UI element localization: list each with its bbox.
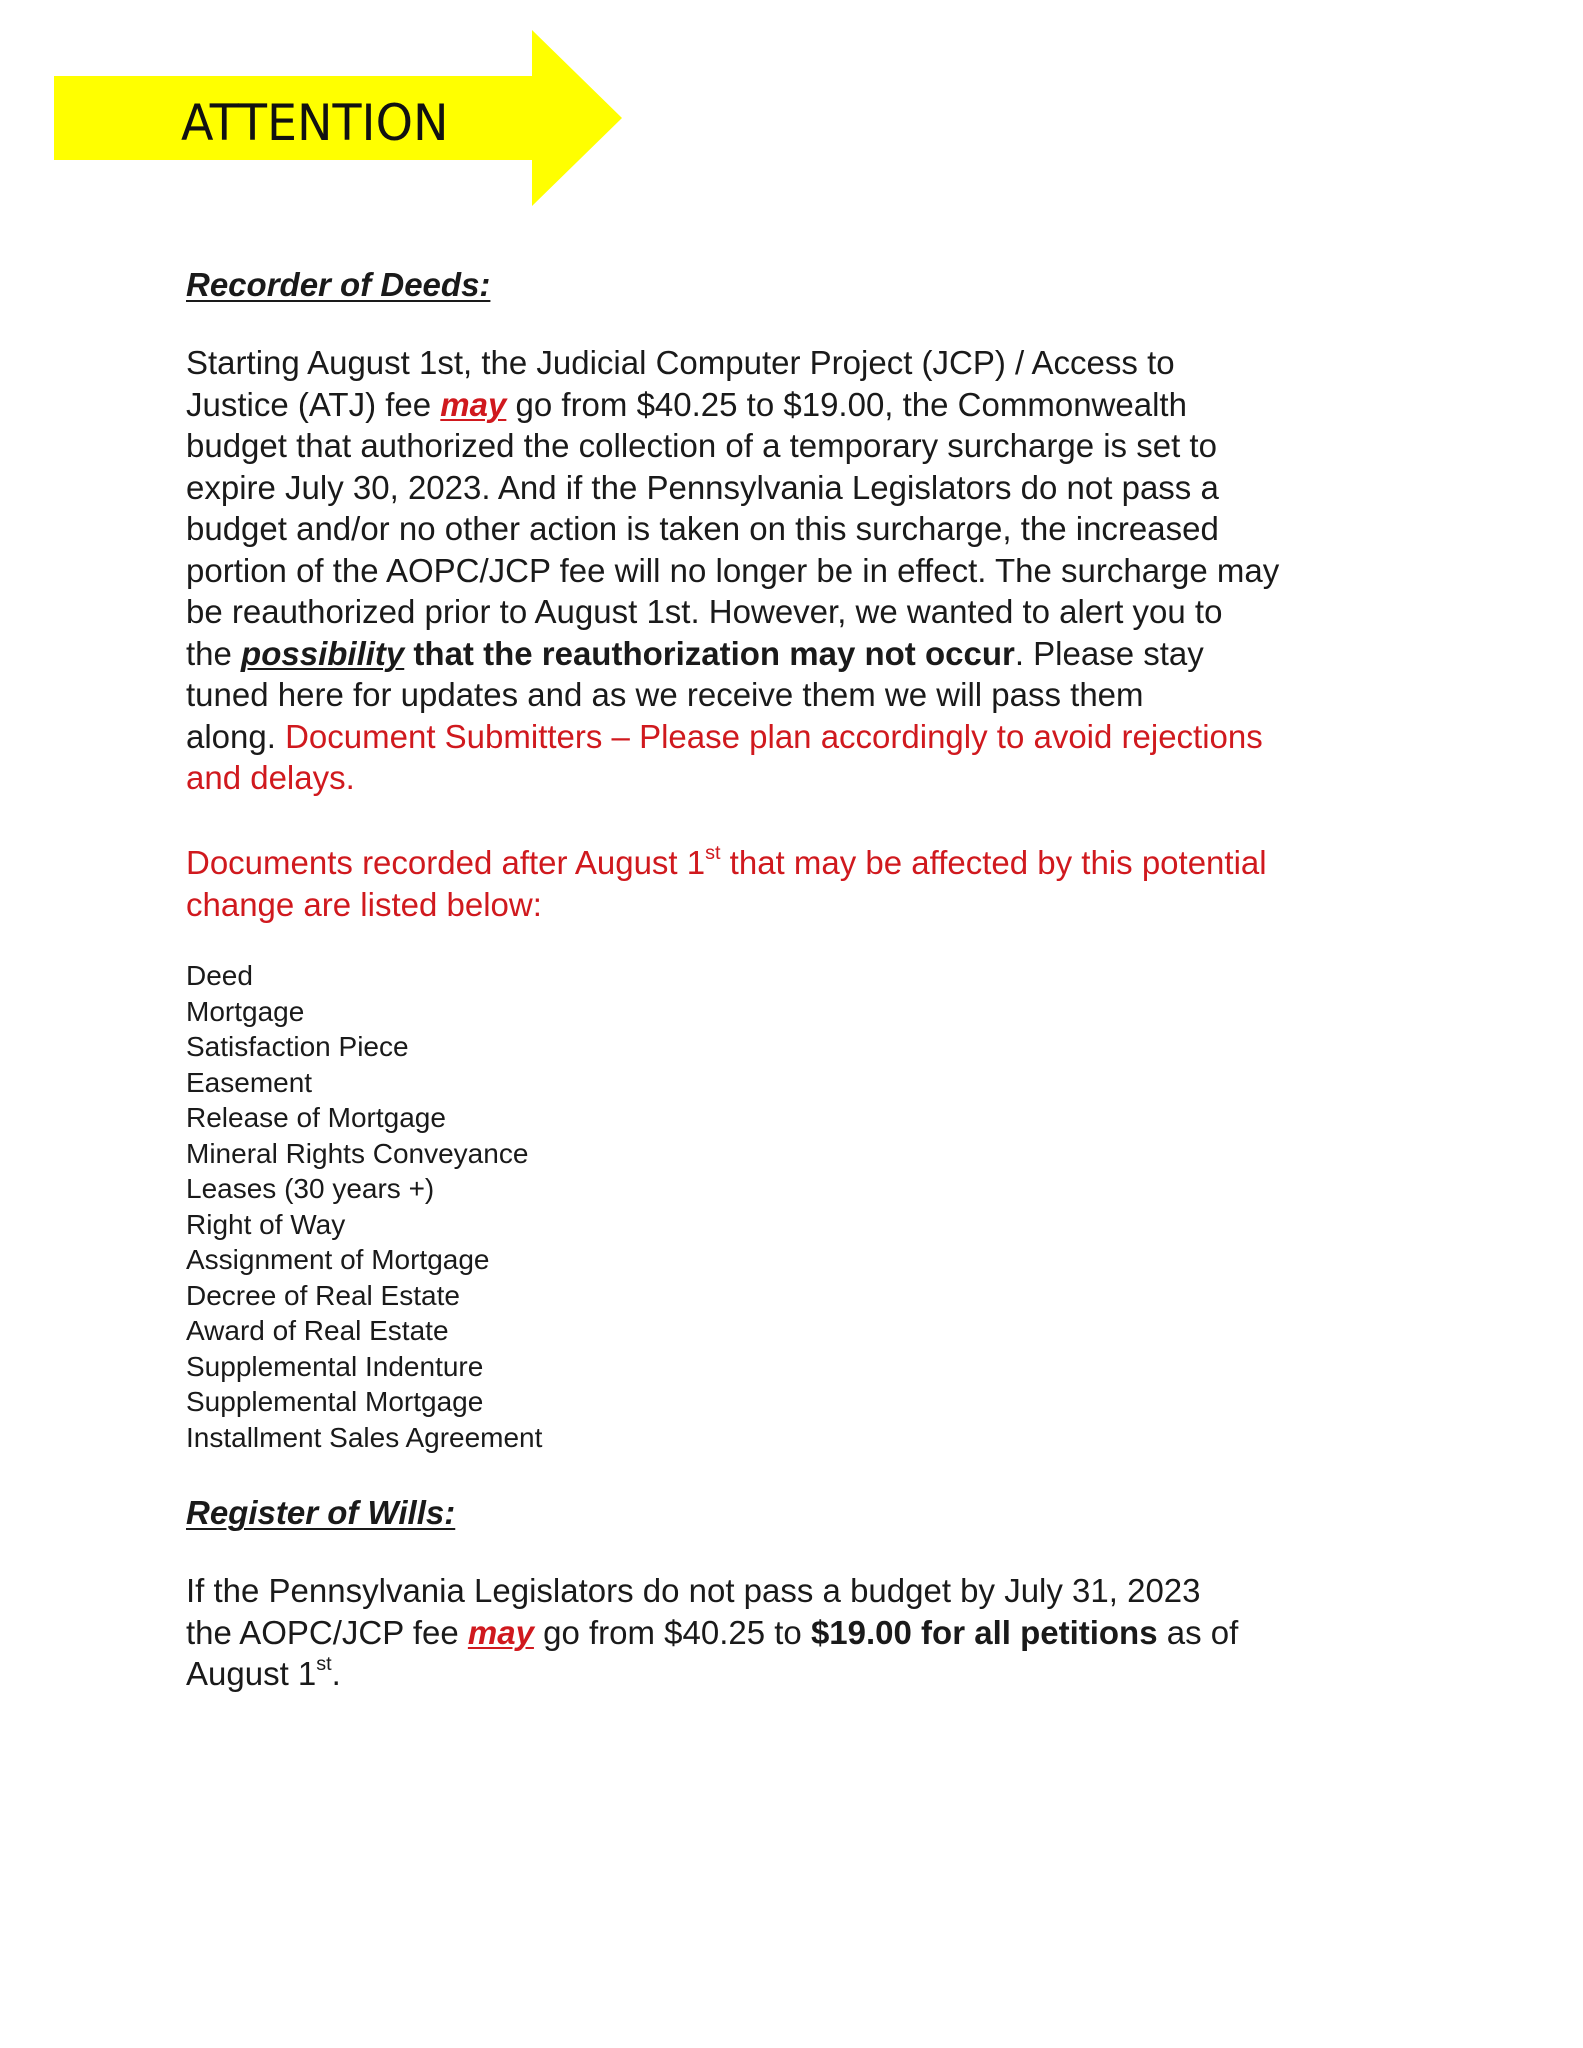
text-line: portion of the AOPC/JCP fee will no longer be in effect. The surcharge may [186, 551, 1280, 589]
text-line: the AOPC/JCP fee may go from $40.25 to $19.00 for all petitions as of [186, 1613, 1239, 1651]
document-type-item: Supplemental Mortgage [186, 1386, 484, 1417]
document-type-item: Mineral Rights Conveyance [186, 1137, 529, 1169]
text-line: expire July 30, 2023. And if the Pennsylvania Legislators do not pass a [186, 468, 1219, 506]
wills-heading: Register of Wills: [186, 1494, 456, 1531]
document-type-item: Award of Real Estate [186, 1315, 449, 1346]
text-line: be reauthorized prior to August 1st. However, we wanted to alert you to [186, 593, 1223, 630]
text-line: the possibility that the reauthorization may not occur. Please stay [186, 634, 1204, 672]
wills-paragraph [186, 1570, 1238, 1695]
petition-fee: $19.00 for all petitions [810, 1613, 1158, 1651]
text-line: If the Pennsylvania Legislators do not pass a budget by July 31, 2023 [186, 1572, 1201, 1609]
document-type-item: Assignment of Mortgage [186, 1244, 490, 1275]
document-type-item: Supplemental Indenture [186, 1350, 484, 1382]
document-type-item: Satisfaction Piece [186, 1031, 409, 1062]
text-line: along. Document Submitters – Please plan accordingly to avoid rejections [186, 717, 1263, 755]
submitter-warning: and delays. [186, 759, 355, 796]
text-line: budget and/or no other action is taken on this surcharge, the increased [186, 510, 1219, 547]
affected-documents-list [186, 958, 542, 1455]
document-type-item: Right of Way [186, 1208, 346, 1240]
attention-label: ATTENTION [181, 94, 449, 152]
text-line: August 1st. [186, 1653, 341, 1692]
document-type-item: Deed [186, 960, 253, 991]
document-type-item: Mortgage [186, 995, 305, 1027]
affected-documents-intro [186, 842, 1267, 925]
may-emphasis: may [467, 1613, 534, 1651]
text-line: budget that authorized the collection of a temporary surcharge is set to [186, 427, 1217, 464]
possibility-emphasis: possibility [241, 634, 405, 672]
text-line: Starting August 1st, the Judicial Computer Project (JCP) / Access to [186, 344, 1175, 381]
text-line: Justice (ATJ) fee may go from $40.25 to $19.00, the Commonwealth [186, 385, 1187, 423]
document-type-item: Easement [186, 1066, 313, 1098]
text-line: tuned here for updates and as we receive them we will pass them [186, 676, 1144, 713]
document-type-item: Decree of Real Estate [186, 1279, 460, 1311]
text-line: Documents recorded after August 1st that may be affected by this potential [186, 842, 1267, 881]
recorder-heading: Recorder of Deeds: [186, 266, 491, 303]
may-emphasis: may [440, 385, 507, 423]
attention-banner [54, 30, 622, 206]
document-type-item: Release of Mortgage [186, 1102, 446, 1133]
document-type-item: Installment Sales Agreement [186, 1421, 543, 1453]
recorder-paragraph [186, 342, 1279, 799]
document-type-item: Leases (30 years +) [186, 1173, 435, 1204]
text-line: change are listed below: [186, 885, 542, 923]
reauthorization-warning: that the reauthorization may not occur [404, 634, 1015, 672]
submitter-warning: Document Submitters – Please plan accordingly to avoid rejections [285, 717, 1263, 755]
